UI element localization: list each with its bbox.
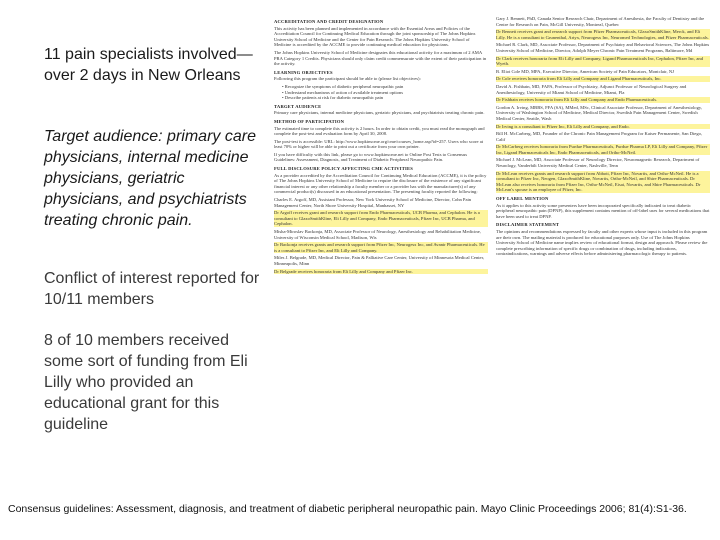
highlighted-paragraph: Dr Argoff receives grant and research support from Endo Pharmaceuticals, UCB Pharma, and Cephalon. He is a consultant to GlaxoSmithKline, Eli Lilly and Company, Endo Pharmaceuticals, Pfizer Inc, UCB Pharma, and Cephalon. [274, 210, 488, 227]
highlighted-paragraph: Dr Belgrade receives honoraria from Eli Lilly and Company and Pfizer Inc. [274, 269, 488, 275]
highlighted-paragraph: Dr Clark receives honoraria from Eli Lilly and Company, Ligand Pharmaceuticals Inc, Cephalon, Pfizer Inc, and Wyeth. [496, 56, 710, 67]
paragraph: Bill H. McCarberg, MD, Founder of the Chronic Pain Management Program for Kaiser Permanente, San Diego, Calif [496, 131, 703, 142]
citation: Consensus guidelines: Assessment, diagnosis, and treatment of diabetic peripheral neuropathic pain. Mayo Clinic Proceedings 2006; 81(4):S1-36. [8, 503, 687, 515]
paragraph: Following this program the participant should be able to (please list objectives): [274, 76, 421, 82]
paragraph: The Johns Hopkins University School of Medicine designates this educational activity for a maximum of 2 AMA PRA Category 1 Credits. Physicians should only claim credit commensurate with the extent of their participation in the activity. [274, 49, 487, 67]
paragraph: The estimated time to complete this activity is 2 hours. In order to obtain credit, you must read the monograph and complete the post-test and evaluation form by April 30, 2008. [274, 125, 485, 137]
heading-accreditation: ACCREDITATION AND CREDIT DESIGNATION [274, 19, 384, 24]
highlighted-paragraph: Dr Fishbain receives honoraria from Eli Lilly and Company and Endo Pharmaceuticals. [496, 97, 710, 103]
heading-disclaimer: DISCLAIMER STATEMENT [496, 222, 560, 228]
statement-conflict [44, 268, 268, 310]
paragraph: Michael J. McLean, MD, Associate Professor of Neurology Director, Neuromagnetic Research, Department of Neurology, Vanderbilt University Medical Center, Nashville, Tenn [496, 157, 700, 169]
highlighted-paragraph: Dr McCarberg receives honoraria from Purdue Pharmaceuticals, Purdue Pharma LP, Eli Lilly and Company, Pfizer Inc, Ligand Pharmaceuticals Inc, Endo Pharmaceuticals, and Ortho-McNeil. [496, 144, 710, 155]
bullet-item: • Recognize the symptoms of diabetic peripheral neuropathic pain [282, 83, 404, 89]
statement-specialists [44, 44, 268, 86]
heading-learning-objectives: LEARNING OBJECTIVES [274, 69, 333, 75]
statement-specialists-text: 11 pain specialists involved—over 2 days in New Orleans [44, 46, 253, 84]
heading-off-label: OFF LABEL MENTION [496, 196, 549, 202]
highlighted-paragraph: Dr Cole receives honoraria from Eli Lilly and Company and Ligand Pharmaceuticals, Inc. [496, 76, 710, 82]
paragraph: As a provider accredited by the Accreditation Council for Continuing Medical Education (ACCME), it is the policy of The Johns Hopkins University School of Medicine to require the disclosure of the existence of any significant financial interest or any other relationship a faculty member or a provider has with the manufacturer(s) of any commercial product(s) discussed in an educational presentation. The presenting faculty reported the following: [274, 172, 487, 195]
paragraph: Misha-Miroslav Backonja, MD, Associate Professor of Neurology, Anesthesiology and Rehabilitation Medicine, University of Wisconsin Medical School, Madison, Wis [274, 229, 481, 240]
bullet-item: • Describe patients at risk for diabetic neuropathic pain [282, 95, 384, 101]
document-scan [274, 14, 712, 501]
paragraph: Gary J. Bennett, PhD, Canada Senior Research Chair, Department of Anesthesia, the Faculty of Dentistry and the Centre for Research on Pain, McGill University, Montreal, Quebec [496, 16, 705, 27]
paragraph: If you have difficulty with this link, please go to www.hopkinscme.net to Online Post Tests to Consensus Guidelines: Assessment, Diagnosis, and Treatment of Diabetic Peripheral Neuropathic Pain. [274, 151, 468, 163]
paragraph: Miles J. Belgrade, MD, Medical Director, Pain & Palliative Care Center, University of Minnesota Medical Center, Minneapolis, Minn [274, 255, 485, 266]
statement-eli-lilly [44, 330, 268, 435]
paragraph: Gordon A. Irving, MBBS, FFA (SA), MMed, MSc, Clinical Associate Professor, Department of Anesthesiology, University of Washington School of Medicine, Medical Director, Swedish Pain Management Center, Swedish Medical Center, Seattle, Wash [496, 104, 703, 121]
highlighted-paragraph: Dr McLean receives grants and research support from Abbott, Pfizer Inc, Novartis, and Ortho-McNeil. He is a consultant to Pfizer Inc, Neogen, GlaxoSmithKline, Novartis, Ortho-McNeil, and Shire Pharmaceuticals. Dr McLean also receives honoraria from Pfizer Inc, Ortho-McNeil, Eisai, Novartis, and Shire Pharmaceuticals. Dr McLean's spouse is an employee of Pfizer, Inc. [496, 171, 710, 193]
document-left-column [274, 16, 488, 499]
highlighted-paragraph: Dr Irving is a consultant to Pfizer Inc, Eli Lilly and Company, and Endo. [496, 124, 710, 130]
heading-disclosure: FULL DISCLOSURE POLICY AFFECTING CME ACTIVITIES [274, 166, 414, 172]
paragraph: Primary care physicians, internal medicine physicians, geriatric physicians, and psychiatrists treating chronic pain. [274, 110, 485, 116]
document-right-column [496, 16, 710, 499]
paragraph: David A. Fishbain, MD, FAPA, Professor of Psychiatry, Adjunct Professor of Neurological Surgery and Anesthesiology, University of Miami School of Medicine, Miami, Fla [496, 83, 687, 95]
paragraph: Michael R. Clark, MD, Associate Professor, Department of Psychiatry and Behavioral Sciences, The Johns Hopkins University School of Medicine, Director, Adolph Meyer Chronic Pain Treatment Programs, Baltimore, Md [496, 42, 710, 53]
bullet-item: • Understand mechanisms of action of available treatment options [282, 89, 404, 95]
statement-target-audience-text: Target audience: primary care physicians, internal medicine physicians, geriatric physicians, and psychiatrists treating chronic pain. [44, 128, 256, 229]
statement-eli-lilly-text: 8 of 10 members received some sort of funding from Eli Lilly who provided an educational grant for this guideline [44, 332, 248, 433]
highlighted-paragraph: Dr Bennett receives grant and research support from Pfizer Pharmaceuticals, GlaxoSmithKline, Merck, and Eli Lilly. He is a consultant to Grunenthal, Artyx, Neurogesx Inc, Neuromed Technologies, and Pfizer Pharmaceuticals. [496, 29, 709, 40]
paragraph: B. Eliot Cole MD, MPA, Executive Director, American Society of Pain Educators, Montclair, NJ [496, 68, 674, 74]
statement-conflict-text: Conflict of interest reported for 10/11 members [44, 270, 260, 308]
heading-method: METHOD OF PARTICIPATION [274, 118, 345, 124]
paragraph: As it applies to this activity some presenters have been incorporated specifically indicated to treat diabetic peripheral neuropathic pain (DPNP), this supplement contains mention of off-label uses for several medications that have been used to treat DPNP. [496, 202, 710, 219]
statement-target-audience [44, 126, 268, 231]
paragraph: Charles E. Argoff, MD, Assistant Professor, New York University School of Medicine, Director, Cohn Pain Management Center, North Shore University Hospital, Manhasset, NY [274, 197, 472, 208]
paragraph: This activity has been planned and implemented in accordance with the Essential Areas and Policies of the Accreditation Council for Continuing Medical Education through the joint sponsorship of The Johns Hopkins University School of Medicine and the Center for Pain Research. The Johns Hopkins University School of Medicine is accredited by the ACCME to provide continuing medical education for physicians. [274, 25, 476, 48]
paragraph: The opinions and recommendations expressed by faculty and other experts whose input is included in this program are their own. The mailing material is produced for educational purposes only. Use of The Johns Hopkins University School of Medicine name implies review of educational format, design and approach. Please review the complete prescribing information of specific drugs or combination of drugs, including indications, contraindications, warnings and adverse effects before administering pharmacologic therapy to patients. [496, 229, 708, 257]
paragraph: The post-test is accessible: URL: http://www.hopkinscme.org/cme/courses_home.asp?id=257. Users who score at least 70% or higher will be able to print out a certificate from your own printer. [274, 138, 484, 150]
highlighted-paragraph: Dr Backonja receives grants and research support from Pfizer Inc, Neurogesx Inc, and Avanir Pharmaceuticals. He is a consultant to Pfizer Inc, and Eli Lilly and Company. [274, 242, 488, 253]
heading-target-audience: TARGET AUDIENCE [274, 103, 322, 109]
